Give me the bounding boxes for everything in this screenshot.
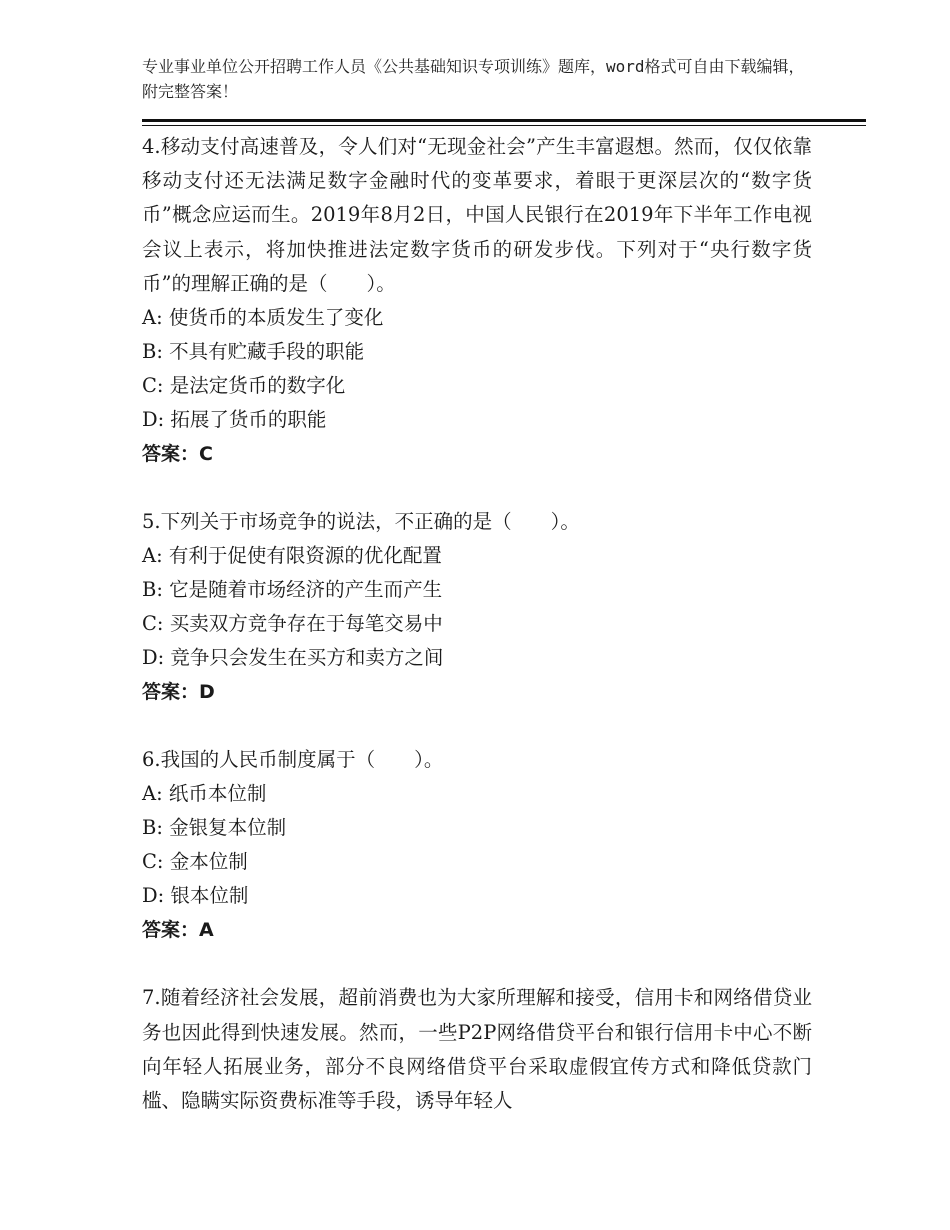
option-d: D: 银本位制 [142,884,249,908]
option-c: C: 是法定货币的数字化 [142,374,346,398]
option-a: A: 纸币本位制 [142,782,267,806]
question-4 [142,130,812,471]
option-a: A: 有利于促使有限资源的优化配置 [142,544,442,568]
question-stem: 7.随着经济社会发展，超前消费也为大家所理解和接受，信用卡和网络借贷业务也因此得到快速发展。然而，一些P2P网络借贷平台和银行信用卡中心不断向年轻人拓展业务，部分不良网络借贷平台采取虚假宜传方式和降低贷款门槛、隐瞒实际资费标准等手段，诱导年轻人 [142,986,812,1113]
question-stem: 4.移动支付高速普及，令人们对“无现金社会”产生丰富遐想。然而，仅仅依靠移动支付还无法满足数字金融时代的变革要求，着眼于更深层次的“数字货币”概念应运而生。2019年8月2日，中国人民银行在2019年下半年工作电视会议上表示，将加快推进法定数字货币的研发步伐。下列对于“央行数字货币”的理解正确的是（ ）。 [142,135,812,295]
answer: 答案：C [142,443,213,466]
question-list [142,130,812,1118]
page-header: 专业事业单位公开招聘工作人员《公共基础知识专项训练》题库，word格式可自由下载编辑，附完整答案！ [142,57,805,101]
header-rule-thick [142,119,866,122]
option-d: D: 拓展了货币的职能 [142,408,327,432]
option-d: D: 竞争只会发生在买方和卖方之间 [142,646,444,670]
option-a: A: 使货币的本质发生了变化 [142,306,384,330]
question-7 [142,981,812,1118]
option-c: C: 金本位制 [142,850,248,874]
answer: 答案：A [142,919,214,942]
option-c: C: 买卖双方竞争存在于每笔交易中 [142,612,443,636]
question-5 [142,505,812,709]
question-stem: 6.我国的人民币制度属于（ ）。 [142,748,444,772]
option-b: B: 金银复本位制 [142,816,287,840]
question-stem: 5.下列关于市场竞争的说法，不正确的是（ ）。 [142,510,580,534]
header-rule-thin [142,125,866,126]
answer: 答案：D [142,681,215,704]
question-6 [142,743,812,947]
option-b: B: 不具有贮藏手段的职能 [142,340,365,364]
option-b: B: 它是随着市场经济的产生而产生 [142,578,443,602]
